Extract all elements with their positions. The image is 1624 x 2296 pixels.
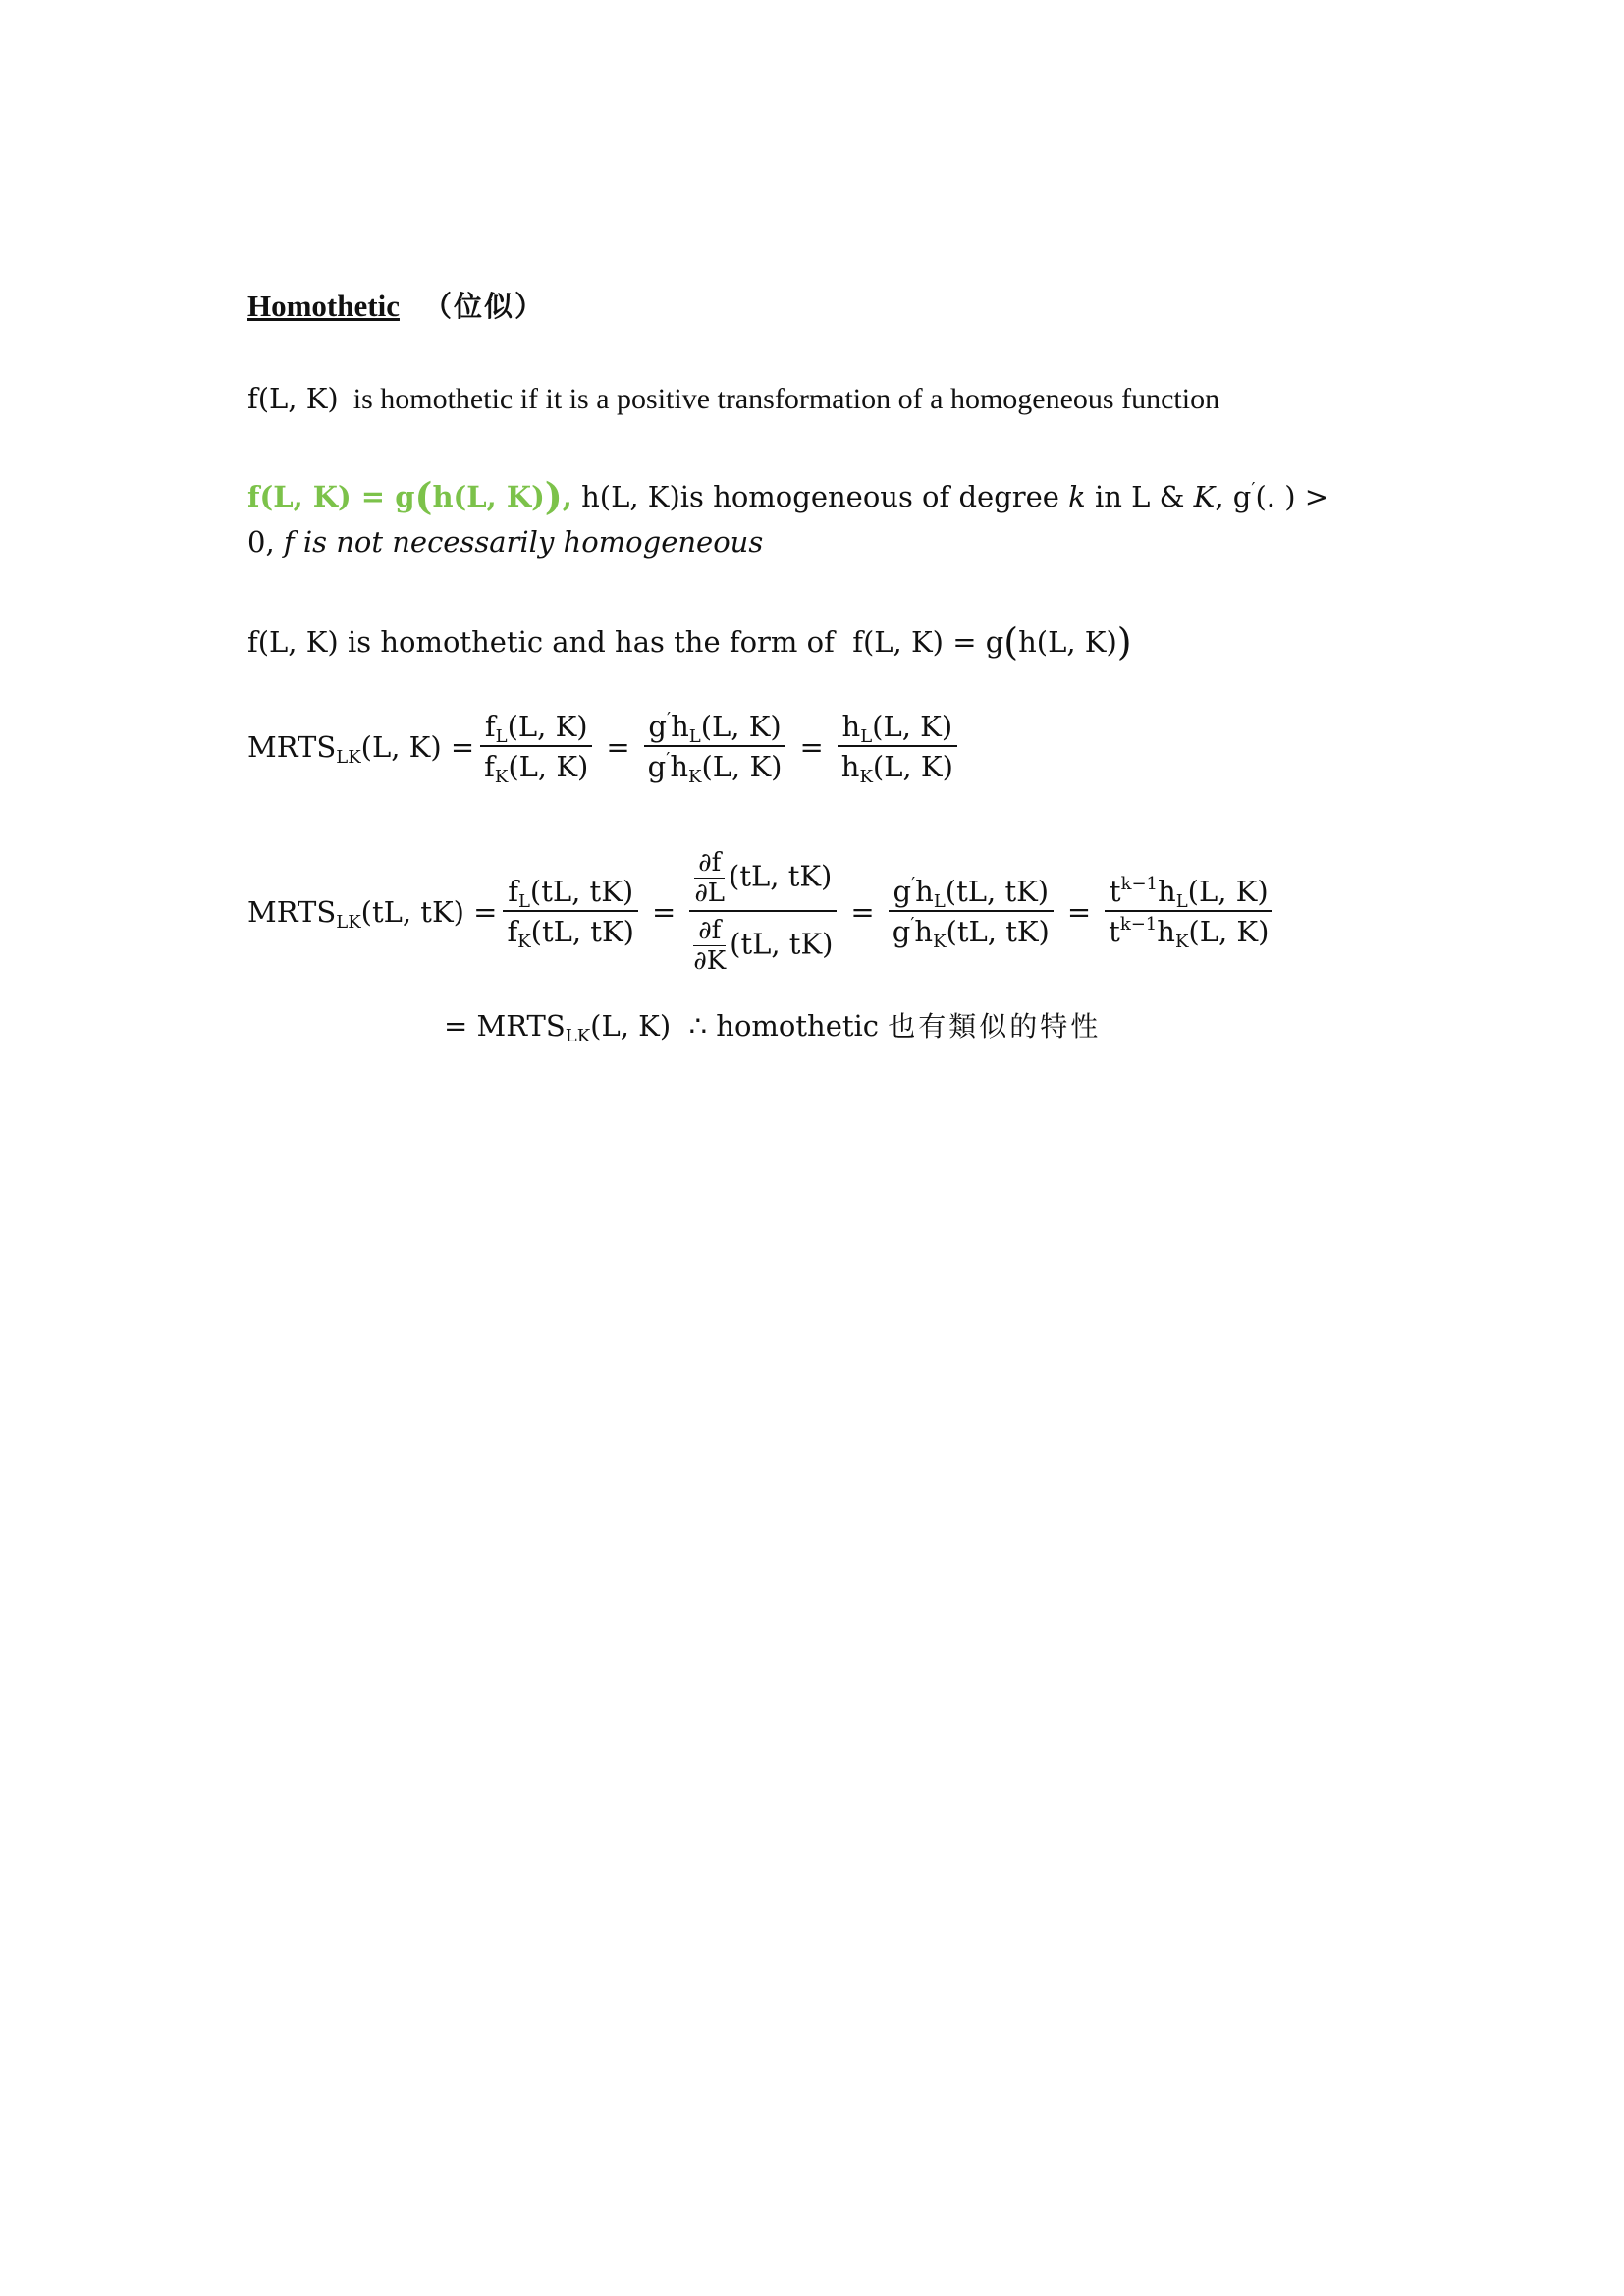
equals-sign: = <box>850 894 875 929</box>
fraction-ghL-over-ghK-scaled: $\frac{g'h_L(tL, tK)}{g'h_K(tL, tK)}$ <box>889 878 1054 946</box>
form-equation: f(L, K) = g(h(L, K)) <box>852 620 1132 664</box>
equals-sign: = <box>651 894 677 929</box>
fraction-ghL-over-ghK: $\frac{g'h_L(L, K)}{g'h_K(L, K)}$ <box>644 713 786 781</box>
form-line <box>247 620 1132 664</box>
equals-sign: = <box>799 729 824 764</box>
mrts-equation-1 <box>247 709 963 787</box>
fraction-tk-hL-over-tk-hK: $\frac{t^{k-1}h_L(L, K)}{t^{k-1}h_K(L, K)}$ <box>1105 878 1272 946</box>
definition-line <box>247 382 1220 415</box>
homothetic-formula-line: f(L, K) = g(h(L, K)), h(L, K)is homogeneous of degree k in L & K, g′(. ) > <box>247 474 1329 518</box>
fraction-fL-over-fK: $\frac{f_L(L, K)}{f_K(L, K)}$ <box>480 713 592 781</box>
definition-text: is homothetic if it is a positive transformation of a homogeneous function <box>352 383 1220 415</box>
function-f: f <box>283 525 295 559</box>
homogeneous-text: is homogeneous of degree <box>679 480 1059 513</box>
partial-f-partial-K: $\frac{\partial f}{\partial K}$ <box>693 916 727 976</box>
mrts-scaled-lhs: $MRTS_{LK}(tL$, tK) = <box>247 894 498 933</box>
heading-title: Homothetic <box>247 289 400 323</box>
variable-K: K <box>1193 480 1216 513</box>
conclusion-chinese: 也有類似的特性 <box>888 1010 1102 1042</box>
not-homogeneous-text: is not necessarily homogeneous <box>302 525 764 559</box>
mrts-equation-2 <box>247 850 1278 974</box>
heading-chinese: （位似） <box>422 290 545 323</box>
homogeneous-function: h(L, K) <box>581 480 680 513</box>
mrts-conclusion: = $MRTS_{LK}(L$, K) <box>444 1009 672 1046</box>
equals-sign: = <box>1066 894 1092 929</box>
definition-function: f(L, K) <box>247 382 339 415</box>
form-text: is homothetic and has the form of <box>347 625 835 659</box>
mrts-conclusion-line <box>444 1005 1101 1044</box>
section-heading <box>247 291 545 322</box>
variables-text: in L & <box>1094 480 1185 513</box>
fraction-fL-over-fK-scaled: $\frac{f_L(tL, tK)}{f_K(tL, tK)}$ <box>503 878 637 946</box>
conclusion-text: homothetic <box>716 1009 880 1042</box>
equals-sign: = <box>606 729 630 764</box>
therefore-symbol: ∴ <box>688 1009 708 1042</box>
g-prime: g′(. ) > <box>1232 479 1329 513</box>
degree-k: k <box>1068 480 1086 513</box>
partial-f-partial-L: $\frac{\partial f}{\partial L}$ <box>694 848 726 908</box>
not-homogeneous-line <box>247 525 764 559</box>
zero-value: 0, <box>247 525 275 559</box>
fraction-hL-over-hK: $\frac{h_L(L, K)}{h_K(L, K)}$ <box>838 713 957 781</box>
mrts-lhs: $MRTS_{LK}(L$, K) = <box>247 729 475 768</box>
fraction-partial-derivatives: $\frac{\partial f}{\partial L}$ (tL, tK) $\frac{\partial f}{\partial K}$ (tL, tK) <box>689 850 837 974</box>
form-function: f(L, K) <box>247 625 339 659</box>
homothetic-formula: f(L, K) = g(h(L, K)), <box>247 474 572 518</box>
